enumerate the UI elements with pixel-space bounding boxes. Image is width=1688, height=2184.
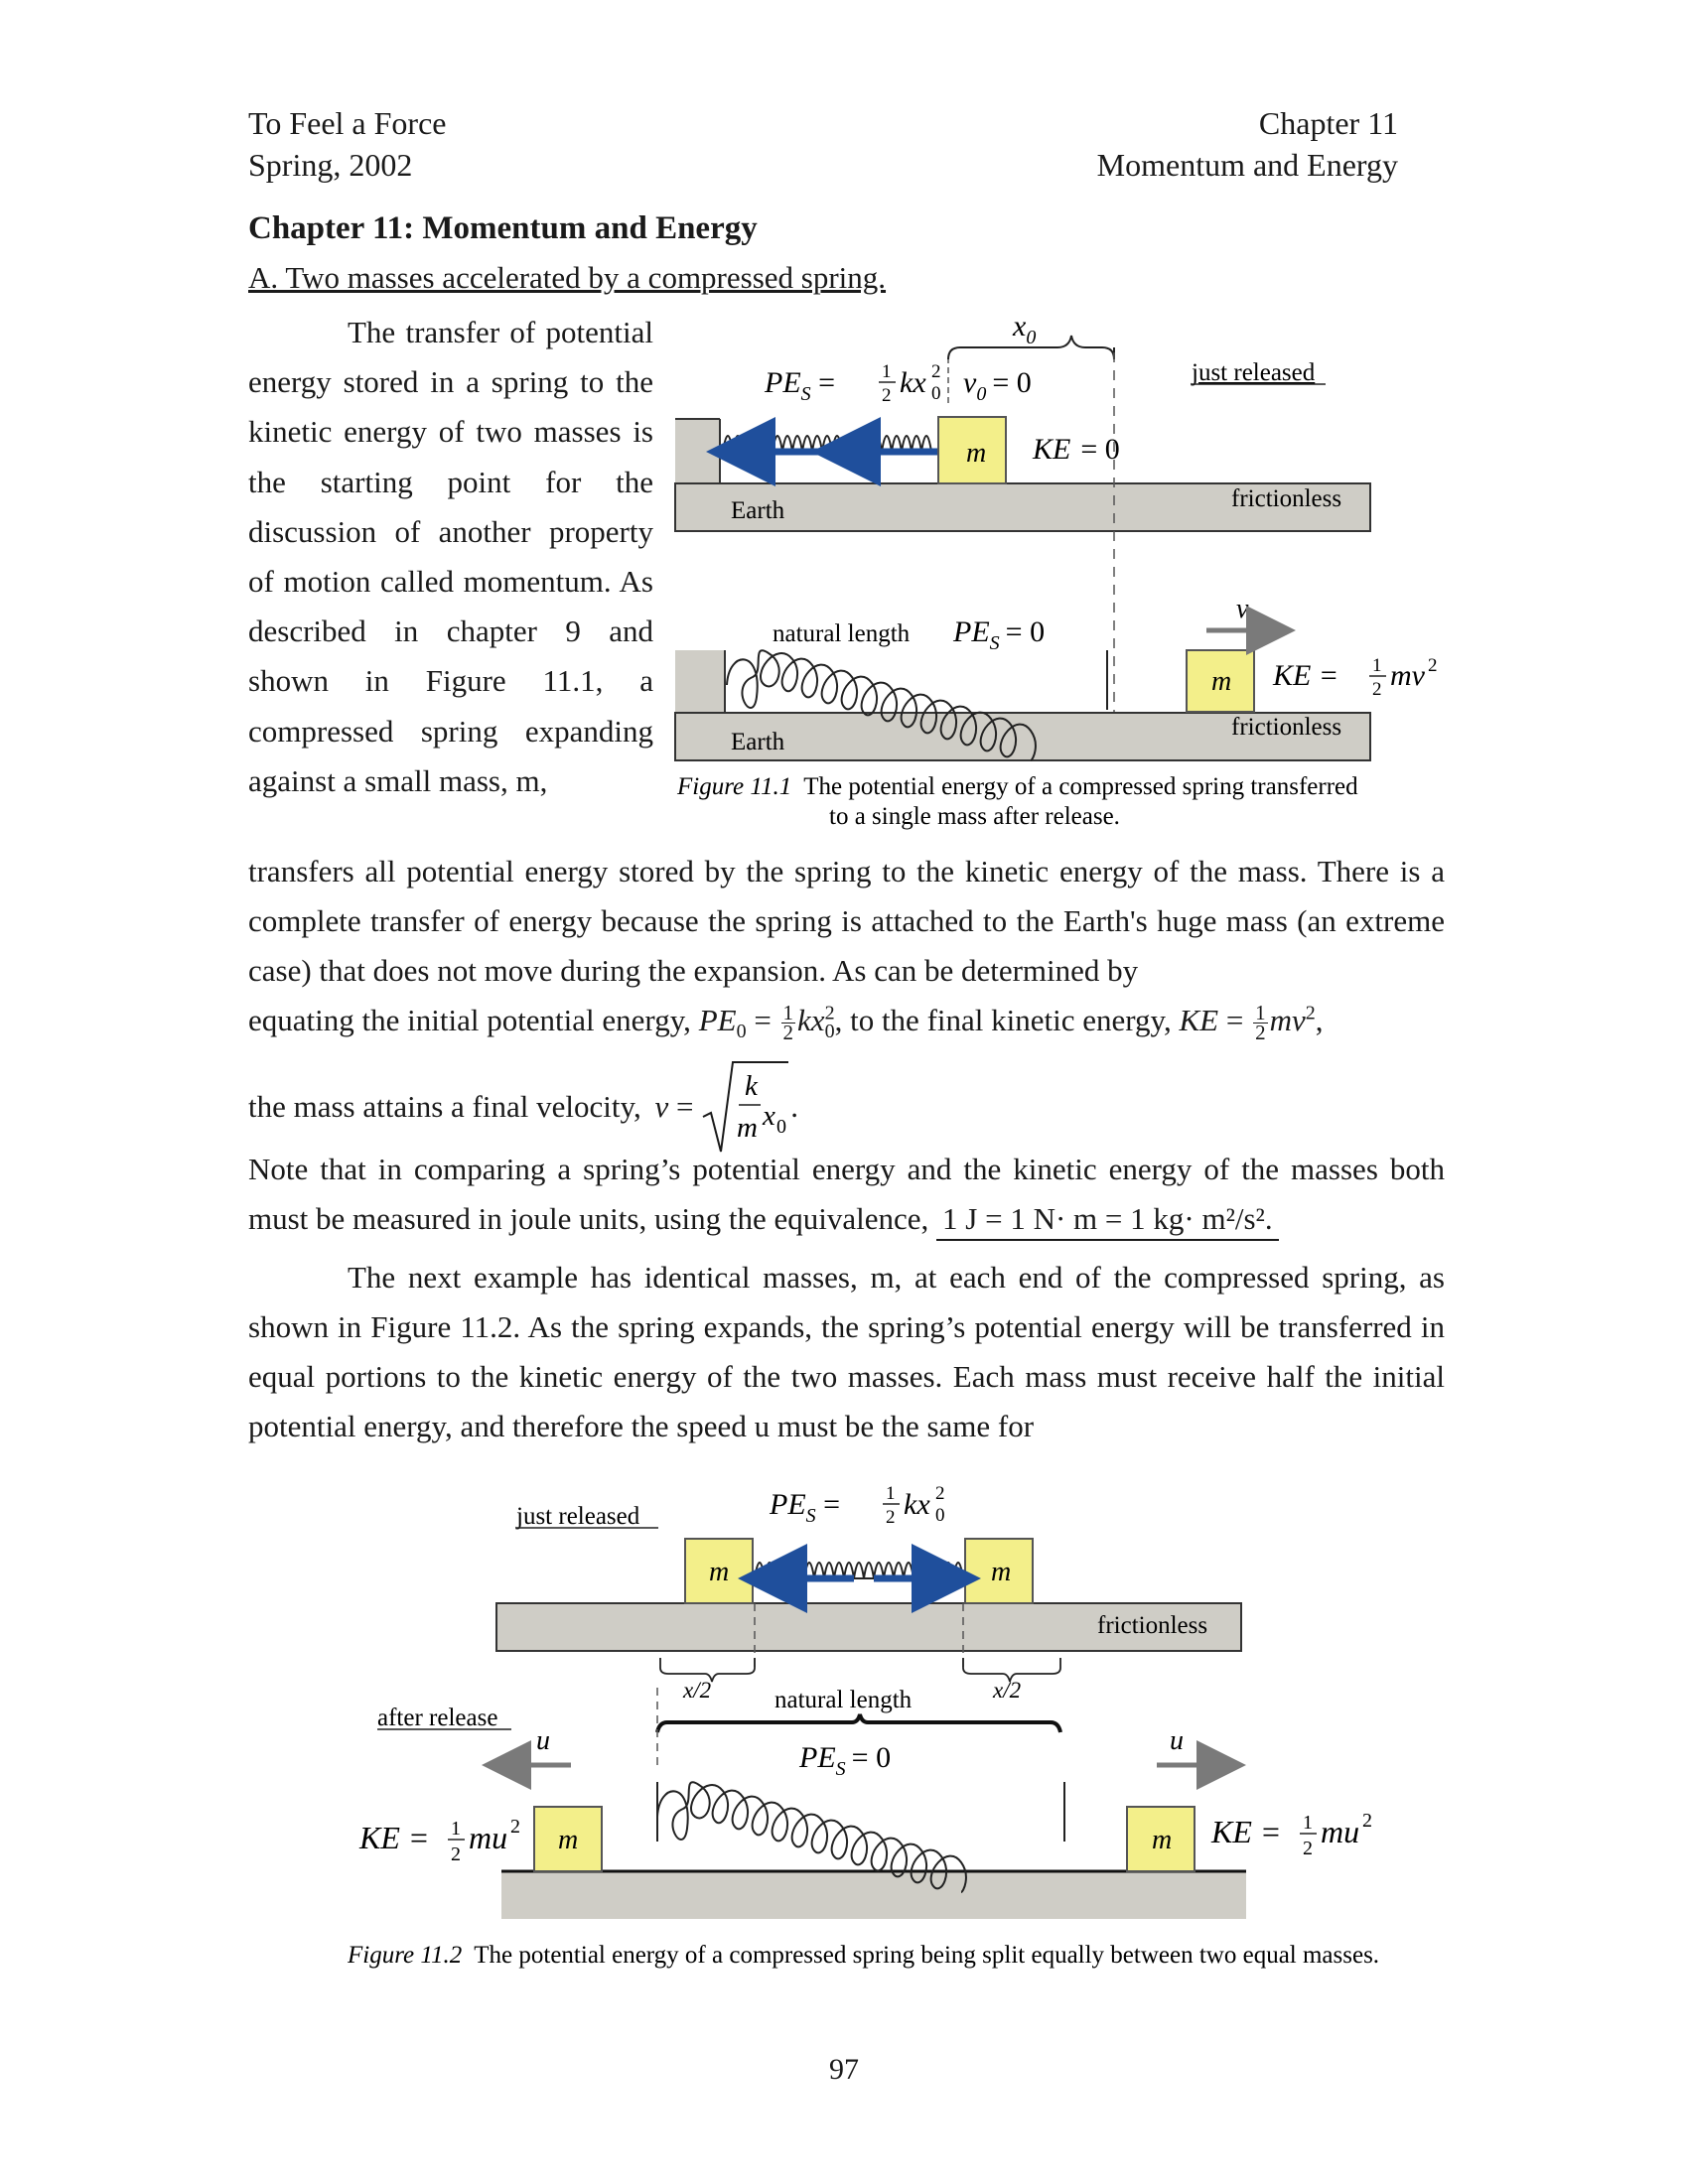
svg-text:0: 0 xyxy=(776,1116,787,1138)
just-released-label: just released xyxy=(1192,359,1316,386)
earth-label-bottom: Earth xyxy=(731,729,785,755)
svg-text:m: m xyxy=(737,1112,759,1144)
svg-text:0: 0 xyxy=(931,383,941,404)
x0-subscript: 0 xyxy=(1026,327,1037,348)
mass-label: m xyxy=(966,438,987,469)
header-date: Spring, 2002 xyxy=(248,147,413,183)
mass-left-label-2: m xyxy=(709,1557,730,1587)
eq-pre-text: equating the initial potential energy, xyxy=(248,1003,691,1037)
earth-label-top: Earth xyxy=(731,497,785,524)
header-title: To Feel a Force xyxy=(248,105,447,141)
v0-symbol: v xyxy=(963,366,977,399)
svg-text:1: 1 xyxy=(1303,1812,1313,1834)
pe-zero-rhs: = 0 xyxy=(1005,615,1046,648)
velocity-label: v xyxy=(1236,594,1249,624)
u-label-left: u xyxy=(536,1725,550,1756)
paragraph-1-wrapped-text: The transfer of potential energy stored in a spring to the kinetic energy of two masses is the starting point for the discussion of another property of motion called momentum. As described in chapter 9 and shown in Figure 11.1, a compressed spring expanding against a small mass, m, xyxy=(248,315,653,798)
figure-2-caption-label: Figure 11.2 xyxy=(348,1942,463,1969)
natural-length-brace xyxy=(657,1714,1060,1732)
svg-text:0: 0 xyxy=(935,1505,945,1526)
pe-subscript: S xyxy=(800,383,811,405)
pe-zero-symbol-2: PE xyxy=(799,1741,836,1774)
just-released-label-2: just released xyxy=(516,1503,640,1530)
svg-text:2: 2 xyxy=(935,1483,945,1504)
paragraph-1-continued: transfers all potential energy stored by the spring to the kinetic energy of the mass. There is a complete transfer of energy because the spring is attached to the Earth's huge mass (an extreme case) that does not move during the expansion. As can be determined by xyxy=(248,854,1445,988)
ke-right-label: KE = xyxy=(1211,1814,1282,1849)
pe-expression: kx xyxy=(900,366,926,399)
pe-zero-label-2 xyxy=(798,1741,891,1780)
svg-text:1: 1 xyxy=(1372,655,1382,676)
figure-2-caption xyxy=(348,1942,1379,1969)
x0-symbol: x xyxy=(1013,310,1027,342)
svg-text:2: 2 xyxy=(882,385,892,406)
figure-2-measurements xyxy=(377,1658,1060,1767)
mass-right-label-2: m xyxy=(991,1557,1012,1587)
svg-text:2: 2 xyxy=(1362,1810,1372,1832)
svg-text:1: 1 xyxy=(882,361,892,382)
svg-text:x: x xyxy=(763,1100,776,1132)
figure-1-caption-line1 xyxy=(676,773,1358,800)
paragraph-2 xyxy=(248,1145,1445,1244)
ke-left-expr: mu xyxy=(469,1820,508,1855)
eq-post-text: , xyxy=(1315,1003,1324,1037)
x-half-left: x/2 xyxy=(683,1678,712,1703)
figure-1-caption-label: Figure 11.1 xyxy=(677,773,792,800)
pe-subscript-2: S xyxy=(805,1505,816,1527)
pe-s-initial: $PE_S$ = xyxy=(765,366,836,405)
u-label-right: u xyxy=(1170,1725,1184,1756)
paragraph-2-text: Note that in comparing a spring’s potential energy and the kinetic energy of the masses both must be measured in joule units, using the equivalence, xyxy=(248,1152,1445,1236)
figure-2-caption-text: The potential energy of a compressed spring being split equally between two equal masses. xyxy=(474,1942,1380,1969)
joule-equivalence: 1 J = 1 N· m = 1 kg· m²/s². xyxy=(936,1199,1279,1241)
mass-label-moving: m xyxy=(1211,666,1232,697)
x-half-right: x/2 xyxy=(993,1678,1022,1703)
svg-text:1: 1 xyxy=(886,1483,896,1504)
frictionless-label-bottom: frictionless xyxy=(1231,714,1342,741)
eq-mid-text: , to the final kinetic energy, xyxy=(834,1003,1172,1037)
pe-zero-symbol: PE xyxy=(953,615,990,648)
svg-text:2: 2 xyxy=(1372,679,1382,700)
mass-right-bottom-label-2: m xyxy=(1152,1825,1173,1855)
pe-zero-subscript: S xyxy=(989,632,1000,654)
velocity-line-text: the mass attains a final velocity, xyxy=(248,1089,641,1124)
pe-zero-rhs-2: = 0 xyxy=(851,1741,892,1774)
earth-wall xyxy=(675,419,720,493)
header-right xyxy=(1097,102,1398,186)
v0-rhs: = 0 xyxy=(992,366,1032,399)
ke-symbol: KE xyxy=(1033,433,1071,466)
ke-final-expr: mv xyxy=(1390,659,1425,692)
header-left xyxy=(248,102,446,186)
frictionless-label-2: frictionless xyxy=(1097,1612,1208,1639)
mass-left-bottom-label-2: m xyxy=(558,1825,579,1855)
ke-zero-rhs: = 0 xyxy=(1080,433,1120,466)
sqrt-formula xyxy=(701,1057,790,1157)
header-chapter: Chapter 11 xyxy=(1258,105,1398,141)
svg-text:2: 2 xyxy=(1428,655,1438,676)
pe-zero-label xyxy=(952,615,1045,654)
pe-expression-2: kx xyxy=(904,1488,930,1521)
svg-text:2: 2 xyxy=(886,1507,896,1528)
svg-text:2: 2 xyxy=(931,361,941,382)
paragraph-1-equation-line: equating the initial potential energy, $PE_0$ = $\frac{1}{2}$ $kx^2_0$, to the final kinetic energy, KE = $\frac{1}{2}$ $mv^2$, xyxy=(248,1001,1324,1045)
figure-1-caption-text1: The potential energy of a compressed spring transferred xyxy=(803,773,1358,800)
paragraph-1-wrapped xyxy=(248,308,653,806)
ke-zero-label xyxy=(1032,433,1120,466)
figure-2-bottom-scene xyxy=(358,1725,1372,1919)
header-chapter-title: Momentum and Energy xyxy=(1096,147,1398,183)
frictionless-label-top: frictionless xyxy=(1231,485,1342,512)
pe-zero-subscript-2: S xyxy=(835,1758,846,1780)
svg-text:k: k xyxy=(745,1070,759,1102)
after-release-label: after release xyxy=(377,1705,498,1731)
figure-11-1 xyxy=(665,308,1460,844)
v0-label: $v_0 = 0$ xyxy=(963,366,1032,405)
ke-left-label: KE = xyxy=(359,1820,430,1855)
figure-1-bottom-scene xyxy=(675,594,1438,760)
figure-1-caption-text2: to a single mass after release. xyxy=(829,803,1120,830)
pe-symbol: PE xyxy=(765,366,801,399)
page-number: 97 xyxy=(829,2053,859,2086)
x0-label xyxy=(1012,310,1036,348)
svg-text:2: 2 xyxy=(1303,1838,1313,1859)
paragraph-1-velocity-line: the mass attains a final velocity, v = k m x 0 . xyxy=(248,1057,798,1157)
chapter-title: Chapter 11: Momentum and Energy xyxy=(248,210,758,246)
svg-text:1: 1 xyxy=(451,1818,461,1840)
figure-1-top-scene xyxy=(675,310,1370,745)
paragraph-3: The next example has identical masses, m, at each end of the compressed spring, as shown in Figure 11.2. As the spring expands, the spring’s potential energy will be transferred in equal portions to the kinetic energy of the two masses. Each mass must receive half the initial potential energy, and therefore the speed u must be the same for xyxy=(248,1260,1445,1443)
figure-11-2 xyxy=(348,1469,1450,1985)
pe-symbol-2: PE xyxy=(770,1488,806,1521)
floor-bottom-2 xyxy=(501,1871,1246,1919)
svg-text:2: 2 xyxy=(451,1843,461,1865)
figure-2-top-scene xyxy=(496,1483,1241,1668)
natural-length-label: natural length xyxy=(773,620,911,647)
pe-s-initial-2: $PE_S$ = xyxy=(770,1488,841,1527)
natural-length-label-2: natural length xyxy=(774,1687,913,1713)
ke-right-expr: mu xyxy=(1321,1814,1360,1849)
section-title: A. Two masses accelerated by a compressed spring. xyxy=(248,260,887,295)
svg-text:2: 2 xyxy=(510,1816,520,1838)
ke-final-label: KE = xyxy=(1273,659,1339,692)
